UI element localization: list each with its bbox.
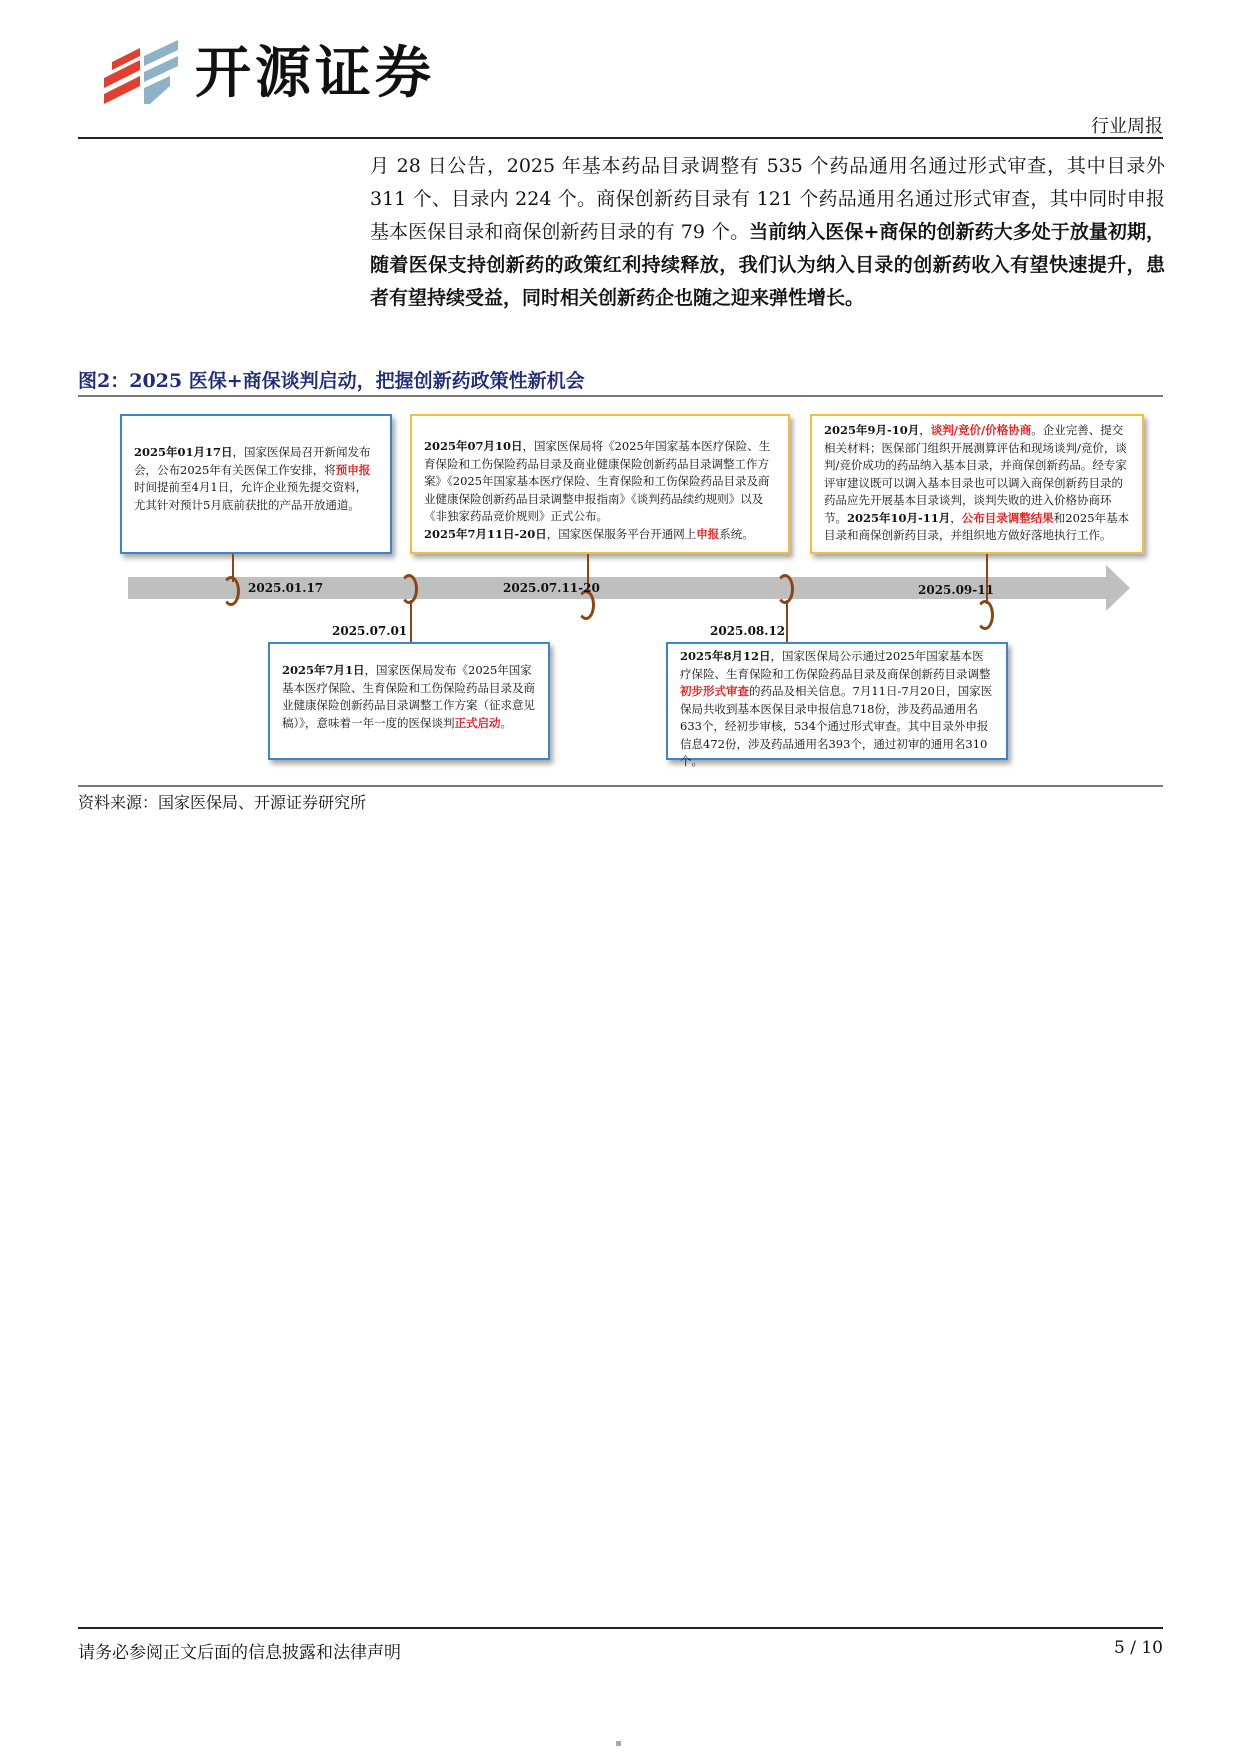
company-logo xyxy=(100,38,480,110)
event-highlight: 谈判/竞价/价格协商 xyxy=(930,423,1032,437)
timeline-arrow-icon xyxy=(1106,565,1130,611)
figure-divider xyxy=(78,395,1163,397)
event-date: 2025年7月11日-20日 xyxy=(424,526,547,541)
connector-line xyxy=(410,600,412,642)
figure-source: 资料来源：国家医保局、开源证券研究所 xyxy=(78,793,367,812)
ring-icon xyxy=(222,576,240,606)
event-text: ，国家医保局将《2025年国家基本医疗保险、生育保险和工伤保险药品目录及商业健康保险创新药品目录调整工作方案》《2025年国家基本医疗保险、生育保险和工伤保险药品目录及商业健康保险创新药品目录调整申报指南》《谈判药品续约规则》以及《非独家药品竞价规则》正式公布。 xyxy=(424,439,771,523)
header-divider xyxy=(78,137,1163,139)
ring-icon xyxy=(776,574,794,604)
event-text: ，国家医保局公示通过2025年国家基本医疗保险、生育保险和工伤保险药品目录及商保创新药目录调整 xyxy=(680,649,991,681)
event-text: ， xyxy=(919,423,931,437)
event-highlight: 申报 xyxy=(696,526,720,541)
event-date: 2025年01月17日 xyxy=(134,445,233,459)
paragraph-bold-text: 当前纳入医保+商保的创新药大多处于放量初期，随着医保支持创新药的政策红利持续释放，我们认为纳入目录的创新药收入有望快速提升，患者有望持续受益，同时相关创新药企也随之迎来弹性增长。 xyxy=(370,221,1166,309)
timeline-date-label: 2025.09-11 xyxy=(918,583,994,597)
event-date: 2025年07月10日 xyxy=(424,439,523,453)
document-type: 行业周报 xyxy=(1091,116,1163,137)
timeline-date-label: 2025.07.11-20 xyxy=(503,581,600,595)
timeline-date-label: 2025.07.01 xyxy=(332,624,408,638)
event-box-jan17 xyxy=(120,414,392,554)
event-highlight: 初步形式审查 xyxy=(680,684,749,698)
event-date: 2025年10月-11月 xyxy=(847,510,951,525)
event-text: 的药品及相关信息。7月11日-7月20日，国家医保局共收到基本医保目录申报信息718份，涉及药品通用名633个，经初步审核，534个通过形式审查。其中目录外申报信息472份，涉及药品通用名393个，通过初审的通用名310个。 xyxy=(680,684,993,768)
event-text: ， xyxy=(950,510,962,525)
event-text: ，国家医保局召开新闻发布会，公布2025年有关医保工作安排，将 xyxy=(134,445,371,477)
page-marker xyxy=(616,1741,621,1746)
source-divider xyxy=(78,785,1163,787)
logo-mark-icon xyxy=(100,38,180,110)
event-date: 2025年7月1日 xyxy=(282,663,365,677)
footer-disclaimer: 请务必参阅正文后面的信息披露和法律声明 xyxy=(78,1643,401,1663)
event-box-sep-nov xyxy=(810,414,1144,554)
timeline-date-label: 2025.01.17 xyxy=(248,581,324,595)
timeline-date-label: 2025.08.12 xyxy=(710,624,786,638)
footer-divider xyxy=(78,1627,1163,1629)
event-text: ，国家医保局发布《2025年国家基本医疗保险、生育保险和工伤保险药品目录及商业健康保险创新药品目录调整工作方案（征求意见稿）》，意味着一年一度的医保谈判 xyxy=(282,663,535,730)
event-date: 2025年9月-10月 xyxy=(824,423,920,437)
figure-title: 图2：2025 医保+商保谈判启动，把握创新药政策性新机会 xyxy=(78,370,585,392)
event-date: 2025年8月12日 xyxy=(680,649,771,663)
page-number: 5 / 10 xyxy=(1114,1638,1163,1658)
logo-text: 开源证券 xyxy=(195,41,435,106)
event-text: 。企业完善、提交相关材料；医保部门组织开展测算评估和现场谈判/竞价，谈判/竞价成功的药品纳入基本目录，并商保创新药品。经专家评审建议既可以调入基本目录也可以调入商保创新药目录的药品应先开展基本目录谈判，谈判失败的进入价格协商环节。 xyxy=(824,423,1127,525)
event-highlight: 预申报 xyxy=(335,462,371,477)
event-box-aug12 xyxy=(666,642,1008,768)
body-paragraph xyxy=(370,150,1165,315)
event-highlight: 正式启动 xyxy=(454,715,501,730)
event-text: ，国家医保服务平台开通网上 xyxy=(546,526,697,541)
event-box-jul10 xyxy=(410,414,790,554)
event-text: 。 xyxy=(500,715,512,730)
event-text: 时间提前至4月1日，允许企业预先提交资料，尤其针对预计5月底前获批的产品开放通道。 xyxy=(134,480,368,512)
event-box-jul01 xyxy=(268,642,550,760)
paragraph-text: 月 28 日公告，2025 年基本药品目录调整有 535 个药品通用名通过形式审查，其中目录外 311 个、目录内 224 个。商保创新药目录有 121 个药品通用名通过形式审查，其中同时申报基本医保目录和商保创新药目录的有 79 个。 xyxy=(370,155,1165,243)
connector-line xyxy=(786,600,788,642)
ring-icon xyxy=(400,574,418,604)
ring-icon xyxy=(976,600,994,630)
event-text: 系统。 xyxy=(719,526,754,541)
event-highlight: 公布目录调整结果 xyxy=(961,510,1054,525)
event-text: 和2025年基本目录和商保创新药目录，并组织地方做好落地执行工作。 xyxy=(824,510,1130,542)
